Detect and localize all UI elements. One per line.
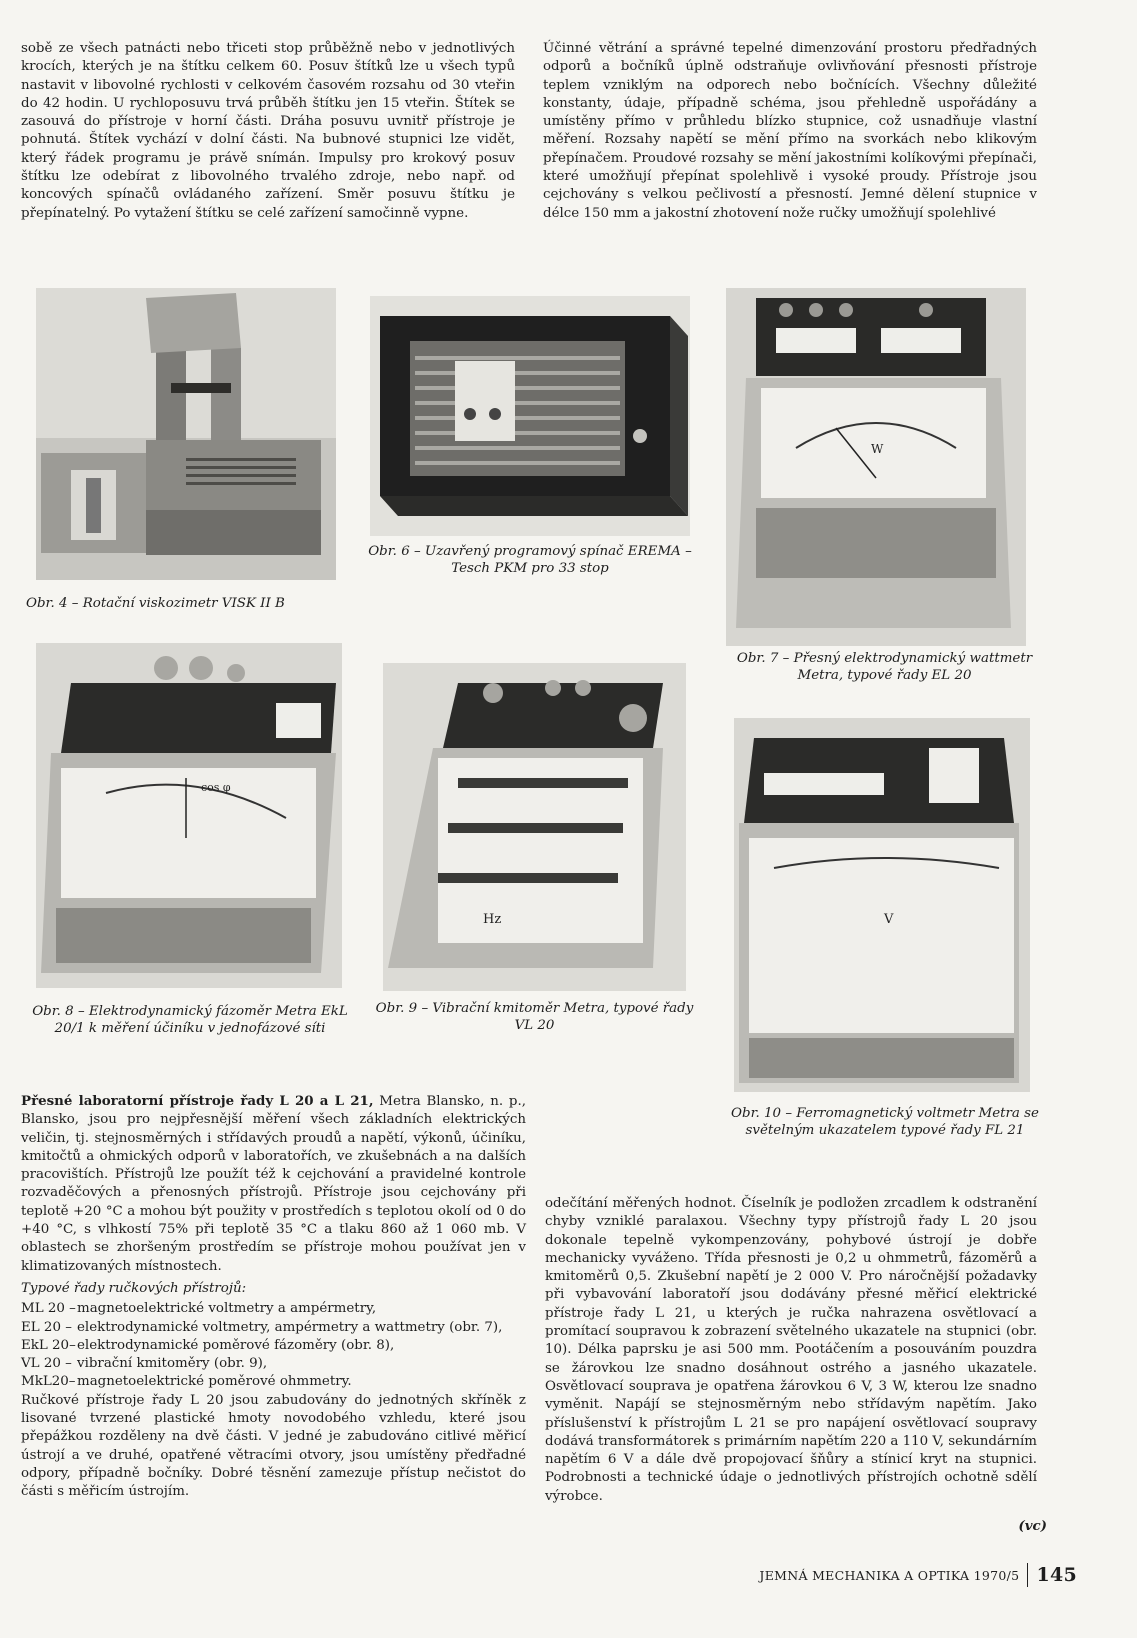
- list-item-code: VL 20 –: [21, 1356, 72, 1372]
- author-signature: (vc): [1018, 1518, 1047, 1534]
- figure-7-photo: [726, 288, 1026, 646]
- footer-divider: [1027, 1563, 1028, 1587]
- list-item: [21, 1319, 526, 1337]
- top-right-paragraph: Účinné větrání a správné tepelné dimenzování prostoru předřadných odporů a bočníků úplně odstraňuje ovlivňování přesnosti přístroje teplem vzniklým na odporech nebo bočnících. Všechny důležité konstanty, údaje, případně schéma, jsou přehledně uspořádány a umístěny přímo v průhledu blízko stupnice, což usnadňuje vlastní měření. Rozsahy napětí se mění přímo na svorkách nebo klikovým přepínačem. Proudové rozsahy se mění jakostními kolíkovými přepínači, které umožňují přepínat spolehlivě i vysoké proudy. Přístroje jsou cejchovány s velkou pečlivostí a přesností. Jemné dělení stupnice v délce 150 mm a jakostní zhotovení nože ručky umožňují spolehlivé: [543, 41, 1037, 221]
- top-right-column: [543, 40, 1037, 223]
- list-item: [21, 1355, 526, 1373]
- phase-meter-illustration: [36, 643, 342, 988]
- list-item-code: EL 20 –: [21, 1319, 72, 1335]
- list-item-desc: elektrodynamické voltmetry, ampérmetry a wattmetry (obr. 7),: [77, 1319, 503, 1335]
- list-item: [21, 1300, 526, 1318]
- figure-9-caption: Obr. 9 – Vibrační kmitoměr Metra, typové řady VL 20: [375, 1001, 694, 1033]
- list-item-desc: elektrodynamické poměrové fázoměry (obr. 8),: [77, 1337, 395, 1353]
- voltmeter-illustration: [734, 718, 1030, 1092]
- list-item-code: ML 20 –: [21, 1301, 76, 1317]
- figure-6-caption: Obr. 6 – Uzavřený programový spínač EREMA – Tesch PKM pro 33 stop: [368, 544, 692, 576]
- list-item-code: MkL20–: [21, 1374, 76, 1390]
- list-item-desc: vibrační kmitoměry (obr. 9),: [77, 1356, 268, 1372]
- bottom-right-paragraph: odečítání měřených hodnot. Číselník je podložen zrcadlem k odstranění chyby vzniklé paralaxou. Všechny typy přístrojů řady L 20 jsou dokonale tepelně vykompenzovány, pohybové ústrojí je dobře mechanicky vyváženo. Třída přesnosti je 0,2 u ohmmetrů, fázoměrů a kmitoměrů 0,5. Zkušební napětí je 2 000 V. Pro náročnější požadavky při vybavování laboratoří jsou dodávány přesné měřicí elektrické přístroje řady L 21, u kterých je ručka nahrazena osvětlovací a promítací soupravou k zobrazení světelného ukazatele na stupnici (obr. 10). Délka paprsku je asi 500 mm. Pootáčením a posouváním pouzdra se žárovkou lze snadno dosáhnout ostrého a jasného ukazatele. Osvětlovací souprava je opatřena žárovkou 6 V, 3 W, kterou lze snadno vyměnit. Napájí se stejnosměrným nebo střídavým napětím. Jako příslušenství k přístrojům L 21 se pro napájení osvětlovací soupravy dodává transformátorek s primárním napětím 220 a 110 V, sekundárním napětím 6 V a dále dvě propojovací šňůry a stínicí kryt na stupnici. Podrobnosti a technické údaje o jednotlivých přístrojích ochotně sdělí výrobce.: [545, 1196, 1037, 1504]
- wattmeter-unit-label: W: [871, 442, 884, 456]
- top-left-paragraph: sobě ze všech patnácti nebo třiceti stop průběžně nebo v jednotlivých krocích, kterých je na štítku celkem 60. Posuv štítků lze u všech typů nastavit v libovolné rychlosti v celkovém časovém rozsahu od 30 vteřin do 42 hodin. U rychloposuvu trvá průběh štítku jen 15 vteřin. Štítek se zasouvá do přístroje v horní části. Dráha posuvu uvnitř přístroje je pohnutá. Štítek vychází v dolní části. Na bubnové stupnici lze vidět, který řádek programu je právě snímán. Impulsy pro krokový posuv štítku lze odebírat z libovolného trvalého zdroje, nebo např. od koncových spínačů ovládaného zařízení. Směr posuvu štítku je přepínatelný. Po vytažení štítku se celé zařízení samočinně vypne.: [21, 41, 515, 221]
- figure-9-photo: [383, 663, 686, 991]
- list-item-desc: magnetoelektrické poměrové ohmmetry.: [77, 1374, 352, 1390]
- figure-8-photo: [36, 643, 342, 988]
- list-item-code: EkL 20–: [21, 1337, 76, 1353]
- top-left-column: [21, 40, 515, 223]
- bottom-left-column: [21, 1092, 526, 1502]
- figure-6-photo: [370, 296, 690, 536]
- figure-10-caption: Obr. 10 – Ferromagnetický voltmetr Metra se světelným ukazatelem typové řady FL 21: [731, 1106, 1039, 1138]
- intro-text: Metra Blansko, n. p., Blansko, jsou pro nejpřesnější měření všech základních elektrických veličin, tj. stejnosměrných i střídavých proudů a napětí, výkonů, účiníku, kmitočtů a ohmických odporů v laboratořích, ve zkušebnách a na dalších pracovištích. Přístrojů lze použít též k cejchování a pravidelné kontrole rozvaděčových a přenosných přístrojů. Přístroje jsou cejchovány při teplotě +20 °C a mohou být použity v prostředích s teplotou okolí od 0 do +40 °C, s vlhkostí 75% při teplotě 35 °C a tlaku 860 až 1 060 mb. V oblastech se zhoršeným prostředím se přístroje mohou používat jen v klimatizovaných místnostech.: [21, 1094, 526, 1274]
- page-footer: [759, 1563, 1077, 1587]
- bottom-right-column: [545, 1195, 1037, 1506]
- figure-4-caption: Obr. 4 – Rotační viskozimetr VISK II B: [26, 596, 285, 611]
- closing-paragraph: Ručkové přístroje řady L 20 jsou zabudovány do jednotných skříněk z lisované tvrzené plastické hmoty novodobého vzhledu, které jsou přepážkou rozděleny na dvě části. V jedné je zabudováno citlivé měřicí ústrojí a ve druhé, opatřené větracími otvory, jsou umístěny předřadné odpory, případně bočníky. Dobré těsnění zamezuje přístup nečistot do části s měřicím ústrojím.: [21, 1392, 526, 1500]
- intro-paragraph: [21, 1092, 526, 1276]
- list-item: [21, 1373, 526, 1391]
- frequency-meter-illustration: [383, 663, 686, 991]
- phase-meter-scale-label: cos φ: [201, 781, 231, 794]
- intro-bold-lead: Přesné laboratorní přístroje řady L 20 a L 21,: [21, 1093, 374, 1109]
- list-item: [21, 1337, 526, 1355]
- wattmeter-illustration: [726, 288, 1026, 646]
- figure-10-photo: [734, 718, 1030, 1092]
- series-list: [21, 1300, 526, 1391]
- list-item-desc: magnetoelektrické voltmetry a ampérmetry,: [77, 1301, 377, 1317]
- figure-7-caption: Obr. 7 – Přesný elektrodynamický wattmetr Metra, typové řady EL 20: [736, 651, 1033, 683]
- figure-4-photo: [36, 288, 336, 580]
- page-number: 145: [1036, 1564, 1077, 1586]
- figure-8-caption: Obr. 8 – Elektrodynamický fázoměr Metra EkL 20/1 k měření účiníku v jednofázové síti: [32, 1004, 348, 1036]
- list-heading: Typové řady ručkových přístrojů:: [21, 1280, 247, 1296]
- frequency-meter-unit-label: Hz: [483, 912, 502, 927]
- viscometer-illustration: [36, 288, 336, 580]
- program-switch-illustration: [370, 296, 690, 536]
- journal-name: JEMNÁ MECHANIKA A OPTIKA 1970/5: [759, 1567, 1020, 1583]
- voltmeter-unit-label: V: [884, 912, 894, 927]
